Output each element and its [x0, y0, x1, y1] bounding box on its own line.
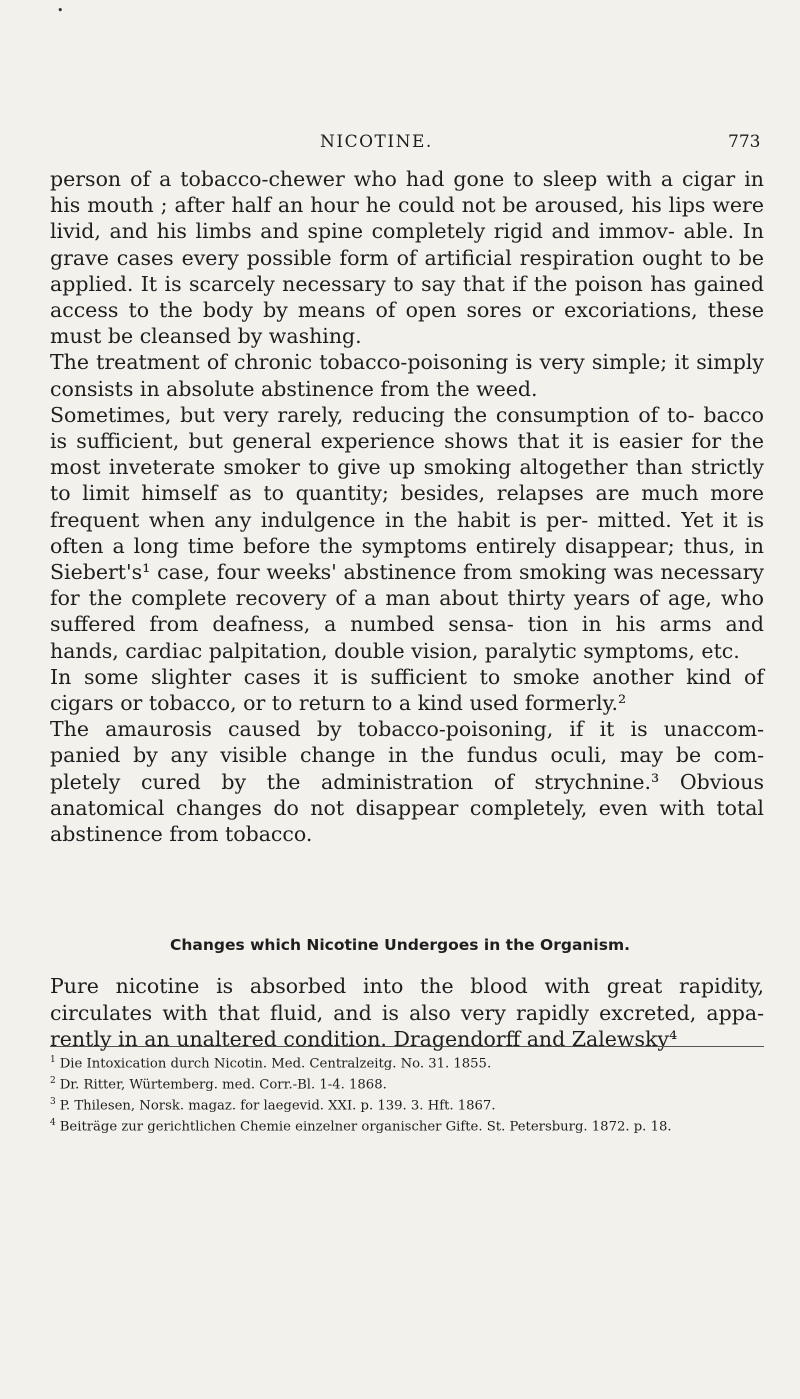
footnote: [50, 1115, 764, 1136]
footnote-number: 4: [50, 1117, 56, 1128]
paragraph: The amaurosis caused by tobacco-poisoning, if it is unaccom- panied by any visible change in the fundus oculi, may be com- pletely cured by the administration of strychnine.³ Obvious anatomical changes do not disappear completely, even with total abstinence from tobacco.: [50, 717, 764, 847]
section-heading: Changes which Nicotine Undergoes in the Organism.: [169, 936, 631, 954]
footnote-text: Beiträge zur gerichtlichen Chemie einzelner organischer Gifte. St. Petersburg. 1872. p. 18.: [59, 1119, 672, 1135]
section-body: [50, 973, 764, 1053]
running-head: NICOTINE.: [320, 132, 433, 152]
page-mark: •: [57, 4, 64, 17]
footnote: [50, 1073, 764, 1094]
body-text: [50, 166, 764, 847]
footnote: [50, 1052, 764, 1073]
footnote-rule: [50, 1046, 764, 1047]
footnote-number: 2: [50, 1075, 56, 1086]
page-number: 773: [728, 132, 761, 152]
footnote-text: Dr. Ritter, Würtemberg. med. Corr.-Bl. 1-4. 1868.: [59, 1077, 387, 1093]
paragraph: Sometimes, but very rarely, reducing the consumption of to- bacco is sufficient, but general experience shows that it is easier for the most inveterate smoker to give up smoking altogether than strictly to limit himself as to quantity; besides, relapses are much more frequent when any indulgence in the habit is per- mitted. Yet it is often a long time before the symptoms entirely disappear; thus, in Siebert's¹ case, four weeks' abstinence from smoking was necessary for the complete recovery of a man about thirty years of age, who suffered from deafness, a numbed sensa- tion in his arms and hands, cardiac palpitation, double vision, paralytic symptoms, etc.: [50, 402, 764, 663]
paragraph: In some slighter cases it is sufficient to smoke another kind of cigars or tobacco, or to return to a kind used formerly.²: [50, 664, 764, 716]
paragraph: The treatment of chronic tobacco-poisoning is very simple; it simply consists in absolute abstinence from the weed.: [50, 350, 764, 401]
footnotes: [50, 1052, 764, 1136]
footnote-number: 3: [50, 1096, 56, 1107]
footnote-text: Die Intoxication durch Nicotin. Med. Centralzeitg. No. 31. 1855.: [59, 1056, 492, 1072]
paragraph: Pure nicotine is absorbed into the blood with great rapidity, circulates with that fluid, and is also very rapidly excreted, appa- rently in an unaltered condition. Dragendorff and Zalewsky⁴: [50, 974, 764, 1051]
footnote: [50, 1094, 764, 1115]
page-header: [0, 128, 800, 162]
footnote-number: 1: [50, 1055, 56, 1065]
footnote-text: P. Thilesen, Norsk. magaz. for laegevid. XXI. p. 139. 3. Hft. 1867.: [59, 1098, 496, 1114]
paragraph: person of a tobacco-chewer who had gone to sleep with a cigar in his mouth ; after half an hour he could not be aroused, his lips were livid, and his limbs and spine completely rigid and immov- able. In grave cases every possible form of artificial respiration ought to be applied. It is scarcely necessary to say that if the poison has gained access to the body by means of open sores or excoriations, these must be cleansed by washing.: [50, 167, 764, 349]
